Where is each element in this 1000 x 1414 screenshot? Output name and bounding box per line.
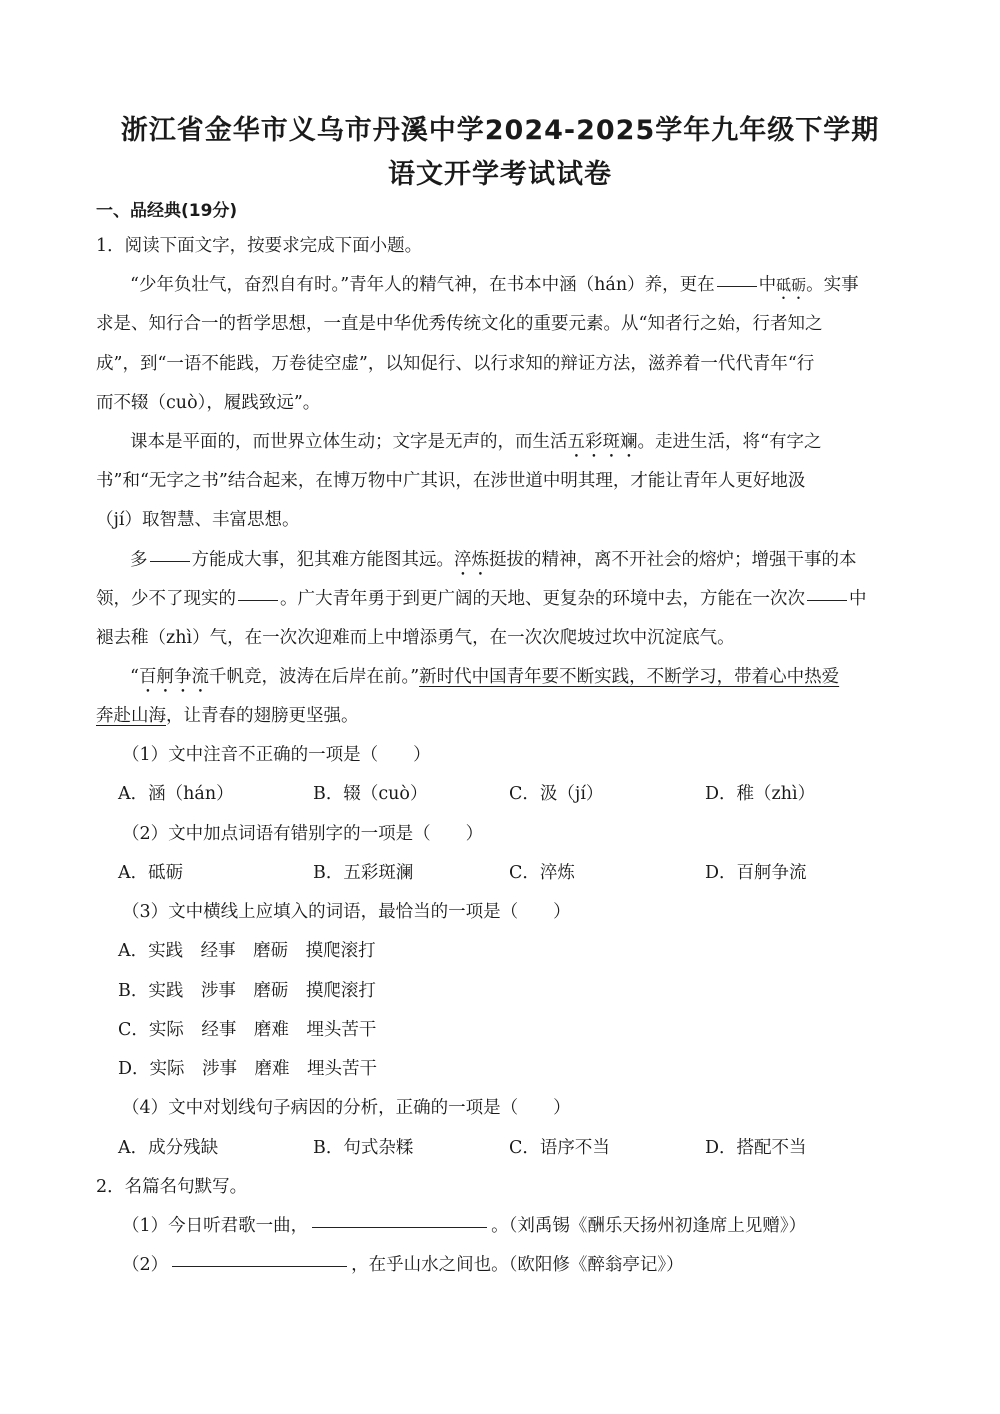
- passage-p4-line1: [130, 663, 839, 697]
- sub-question-3-stem: （3）文中横线上应填入的词语，最恰当的一项是（ ）: [122, 902, 571, 922]
- sub-question-2-stem: （2）文中加点词语有错别字的一项是（ ）: [122, 824, 484, 844]
- option-b[interactable]: B．句式杂糅: [313, 1138, 414, 1158]
- fill-blank: [150, 560, 190, 562]
- passage-p2-line3: （jí）取智慧、丰富思想。: [96, 510, 300, 530]
- recitation-text: （2）: [122, 1255, 169, 1275]
- answer-blank[interactable]: [312, 1226, 487, 1228]
- question-2-prompt: 2．名篇名句默写。: [96, 1177, 248, 1197]
- passage-text: 领，少不了现实的: [96, 589, 236, 609]
- passage-text: 。走进生活，将“有字之: [637, 432, 822, 452]
- passage-p3-line1: [130, 546, 857, 580]
- recitation-item-1: [122, 1212, 806, 1237]
- option-d[interactable]: D．实际 涉事 磨难 埋头苦干: [118, 1059, 378, 1079]
- dotted-word: 五彩斑斓: [567, 432, 638, 452]
- option-a[interactable]: A．涵（hán）: [118, 784, 234, 804]
- underlined-sentence: 新时代中国青年要不断实践，不断学习，带着心中热爱: [419, 667, 840, 687]
- answer-blank[interactable]: [172, 1265, 347, 1267]
- dotted-word: 百舸争流: [138, 667, 209, 687]
- passage-text: 中: [849, 589, 867, 609]
- passage-text: 。广大青年勇于到更广阔的天地、更复杂的环境中去，方能在一次次: [280, 589, 805, 609]
- option-b[interactable]: B．辍（cuò）: [313, 784, 428, 804]
- passage-p3-line3: 褪去稚（zhì）气，在一次次迎难而上中增添勇气，在一次次爬坡过坎中沉淀底气。: [96, 628, 735, 648]
- passage-text: “: [130, 667, 139, 687]
- passage-text: 中: [758, 275, 777, 295]
- sub-question-1-stem: （1）文中注音不正确的一项是（ ）: [122, 745, 431, 765]
- passage-p1-line2: 求是、知行合一的哲学思想，一直是中华优秀传统文化的重要元素。从“知者行之始，行者知之: [96, 314, 823, 334]
- question-1-prompt: 1．阅读下面文字，按要求完成下面小题。: [96, 236, 423, 256]
- option-b[interactable]: B．五彩斑澜: [313, 863, 414, 883]
- passage-text: 方能成大事，犯其难方能图其远。: [191, 550, 454, 570]
- passage-p1-line4: 而不辍（cuò），履践致远”。: [96, 393, 321, 413]
- option-c[interactable]: C．实际 经事 磨难 埋头苦干: [118, 1020, 377, 1040]
- option-c[interactable]: C．语序不当: [509, 1138, 610, 1158]
- fill-blank: [717, 285, 757, 287]
- passage-text: “少年负壮气，奋烈自有时。”青年人的精气神，在书本中涵（hán）养，更在: [130, 275, 715, 295]
- option-b[interactable]: B．实践 涉事 磨砺 摸爬滚打: [118, 981, 376, 1001]
- dotted-word: 砥砺: [776, 276, 807, 294]
- recitation-source: ，在乎山水之间也。（欧阳修《醉翁亭记》）: [351, 1255, 684, 1275]
- option-d[interactable]: D．搭配不当: [705, 1138, 807, 1158]
- passage-p4-line2: [96, 702, 359, 727]
- exam-title-line1: 浙江省金华市义乌市丹溪中学2024-2025学年九年级下学期: [120, 115, 880, 146]
- option-a[interactable]: A．成分残缺: [118, 1138, 219, 1158]
- sub-question-4-stem: （4）文中对划线句子病因的分析，正确的一项是（ ）: [122, 1098, 571, 1118]
- passage-p1-line3: 成”，到“一语不能践，万卷徒空虚”，以知促行、以行求知的辩证方法，滋养着一代代青年“行: [96, 354, 815, 374]
- passage-text: 千帆竞，波涛在后岸在前。”: [208, 667, 420, 687]
- passage-text: 多: [130, 550, 148, 570]
- option-d[interactable]: D．稚（zhì）: [705, 784, 816, 804]
- recitation-source: 。（刘禹锡《酬乐天扬州初逢席上见赠》）: [491, 1216, 807, 1236]
- option-a[interactable]: A．实践 经事 磨砺 摸爬滚打: [118, 941, 376, 961]
- passage-text: 课本是平面的，而世界立体生动；文字是无声的，而生活: [130, 432, 568, 452]
- fill-blank: [807, 599, 847, 601]
- recitation-item-2: [122, 1251, 684, 1276]
- section-heading: 一、品经典(19分): [96, 201, 238, 221]
- passage-p2-line2: 书”和“无字之书”结合起来，在博万物中广其识，在涉世道中明其理，才能让青年人更好地汲: [96, 471, 806, 491]
- option-c[interactable]: C．汲（jí）: [509, 784, 604, 804]
- passage-p2-line1: [130, 428, 821, 462]
- option-c[interactable]: C．淬炼: [509, 863, 575, 883]
- recitation-text: （1）今日听君歌一曲，: [122, 1216, 309, 1236]
- exam-title-line2: 语文开学考试试卷: [388, 159, 612, 190]
- option-a[interactable]: A．砥砺: [118, 863, 184, 883]
- passage-p1-line1: [130, 271, 859, 303]
- dotted-word: 淬炼: [454, 550, 489, 570]
- underlined-sentence: 奔赴山海: [96, 706, 166, 726]
- passage-text: 。实事: [806, 275, 859, 295]
- passage-text: 挺拔的精神，离不开社会的熔炉；增强干事的本: [489, 550, 857, 570]
- fill-blank: [238, 599, 278, 601]
- passage-p3-line2: [96, 585, 867, 610]
- passage-text: ，让青春的翅膀更坚强。: [166, 706, 359, 726]
- option-d[interactable]: D．百舸争流: [705, 863, 807, 883]
